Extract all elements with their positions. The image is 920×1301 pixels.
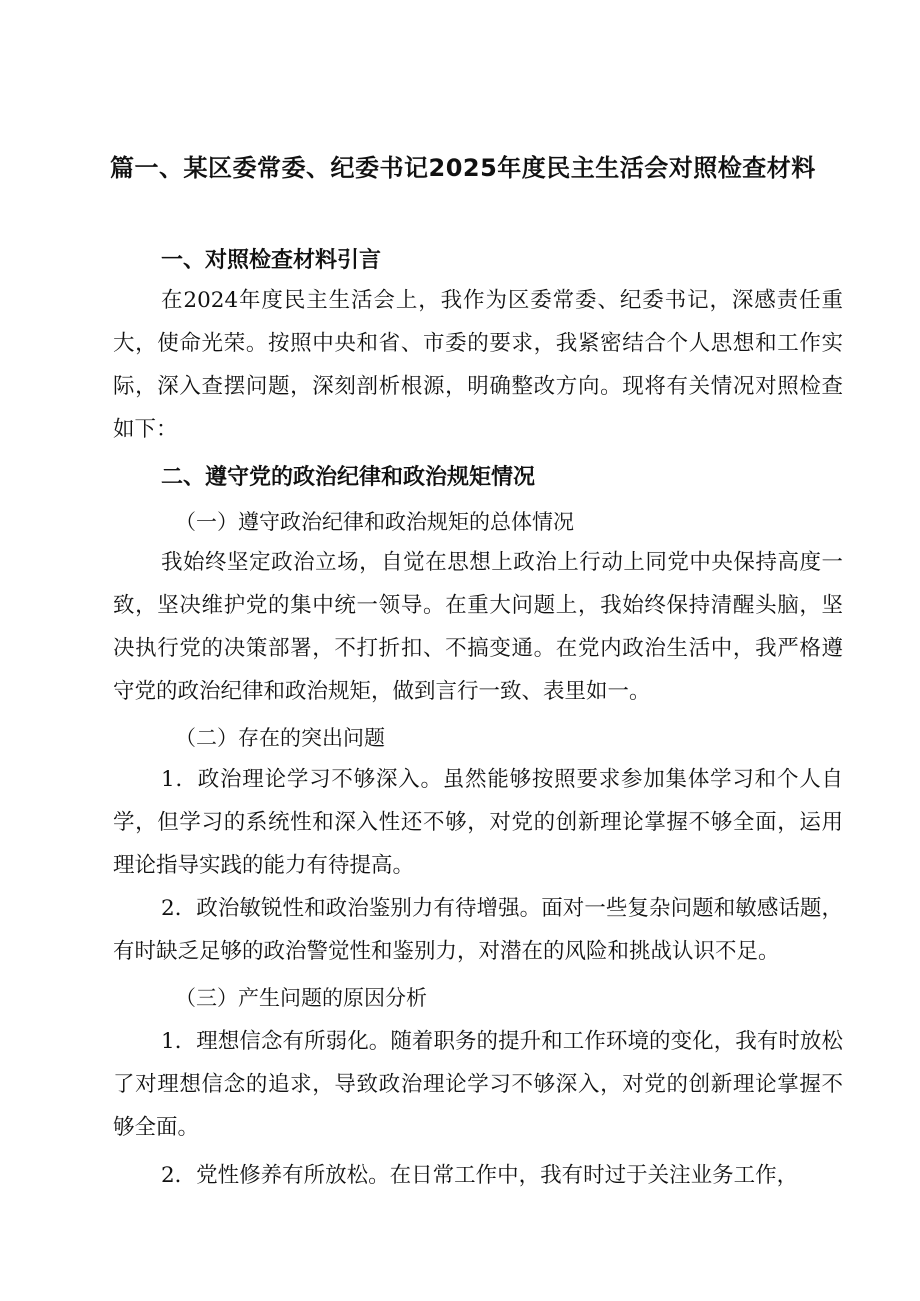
- document-title: 篇一、某区委常委、纪委书记2025年度民主生活会对照检查材料: [110, 154, 816, 182]
- subsection-heading-problems: （二）存在的突出问题: [175, 726, 385, 750]
- subsection-heading-causes: （三）产生问题的原因分析: [175, 986, 427, 1010]
- cause-item-2: 2．党性修养有所放松。在日常工作中，我有时过于关注业务工作，: [161, 1163, 799, 1188]
- section-heading-intro: 一、对照检查材料引言: [161, 248, 382, 273]
- problem-item-1: 1．政治理论学习不够深入。虽然能够按照要求参加集体学习和个人自学，但学习的系统性和深入性还不够，对党的创新理论掌握不够全面，运用理论指导实践的能力有待提高。: [113, 767, 843, 878]
- subsection-heading-overall: （一）遵守政治纪律和政治规矩的总体情况: [175, 510, 574, 534]
- overall-paragraph: 我始终坚定政治立场，自觉在思想上政治上行动上同党中央保持高度一致，坚决维护党的集中统一领导。在重大问题上，我始终保持清醒头脑，坚决执行党的决策部署，不打折扣、不搞变通。在党内政治生活中，我严格遵守党的政治纪律和政治规矩，做到言行一致、表里如一。: [113, 550, 843, 704]
- problem-item-2: 2．政治敏锐性和政治鉴别力有待增强。面对一些复杂问题和敏感话题，有时缺乏足够的政治警觉性和鉴别力，对潜在的风险和挑战认识不足。: [113, 896, 843, 964]
- intro-paragraph: 在2024年度民主生活会上，我作为区委常委、纪委书记，深感责任重大，使命光荣。按照中央和省、市委的要求，我紧密结合个人思想和工作实际，深入查摆问题，深刻剖析根源，明确整改方向。现将有关情况对照检查如下：: [113, 288, 843, 442]
- cause-item-1: 1．理想信念有所弱化。随着职务的提升和工作环境的变化，我有时放松了对理想信念的追求，导致政治理论学习不够深入，对党的创新理论掌握不够全面。: [113, 1029, 843, 1140]
- section-heading-discipline: 二、遵守党的政治纪律和政治规矩情况: [161, 465, 536, 490]
